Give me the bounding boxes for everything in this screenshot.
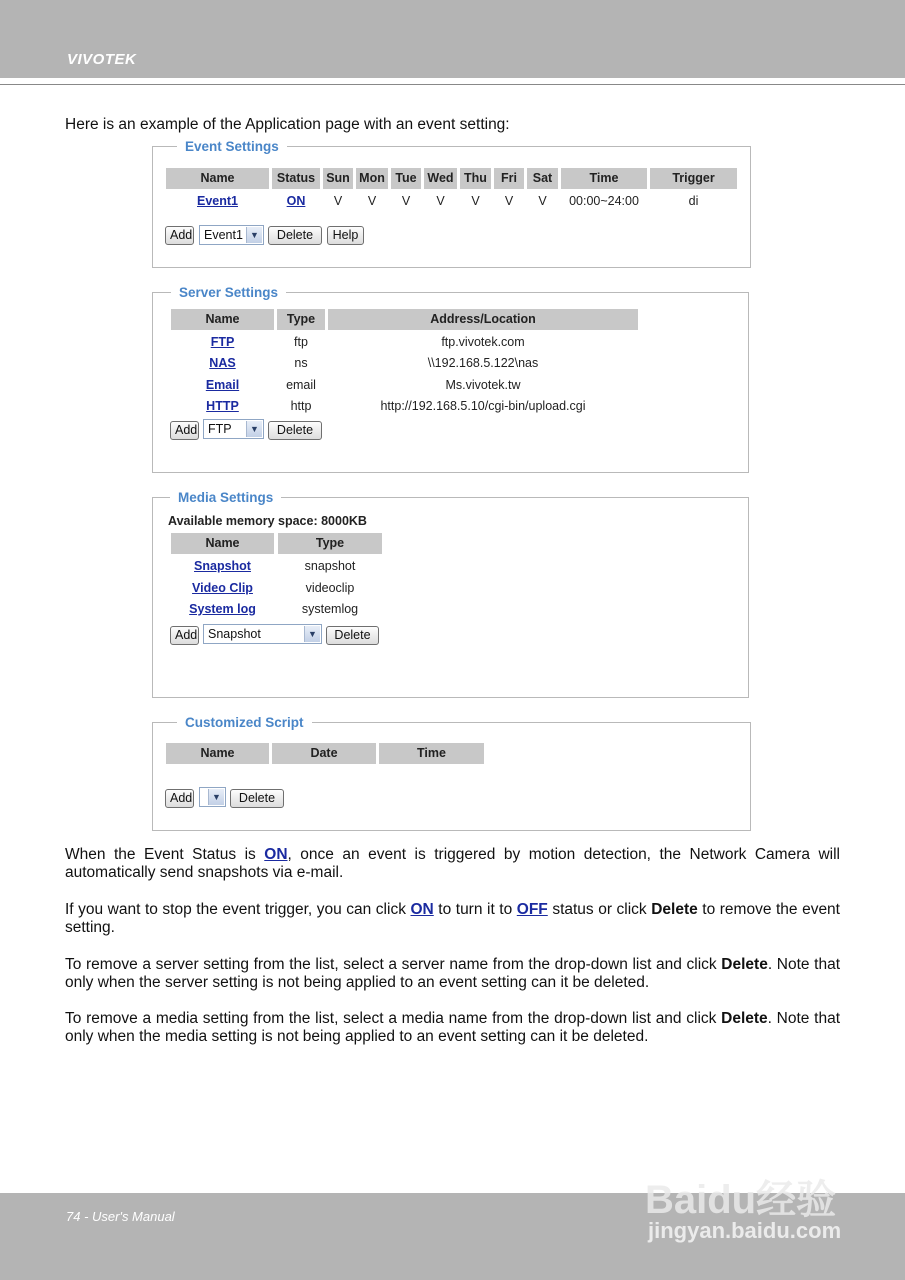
text: To remove a server setting from the list, select a server name from the drop-down list and click [65,956,722,973]
on-link[interactable]: ON [264,846,288,863]
server-select-value: FTP [208,422,232,436]
media-delete-button[interactable]: Delete [326,626,379,645]
paragraph-remove-media [65,1010,840,1046]
script-select[interactable] [199,787,226,807]
col-header-address: Address/Location [328,309,638,330]
chevron-down-icon: ▼ [246,421,262,437]
col-header-fri: Fri [494,168,524,189]
watermark-url: jingyan.baidu.com [648,1218,842,1243]
text: to turn it to [433,901,517,918]
media-settings-legend: Media Settings [178,490,274,505]
text: When the Event Status is [65,846,265,863]
paragraph-remove-server [65,956,840,992]
on-link[interactable]: ON [410,901,434,918]
page-number: 74 - User's Manual [66,1209,175,1224]
server-address: http://192.168.5.10/cgi-bin/upload.cgi [380,399,586,413]
memory-space-label: Available memory space: 8000KB [168,514,367,528]
event-name-link[interactable]: Event1 [197,194,238,208]
server-type: email [286,378,316,392]
brand-logo: VIVOTEK [67,51,137,68]
col-header-name: Name [171,533,274,554]
col-header-wed: Wed [424,168,457,189]
chevron-down-icon: ▼ [208,789,224,805]
event-time: 00:00~24:00 [569,194,639,208]
server-address: Ms.vivotek.tw [445,378,521,392]
server-address: \\192.168.5.122\nas [427,356,539,370]
watermark-logo: Baidu经验 [645,1178,837,1222]
col-header-tue: Tue [391,168,421,189]
server-type: http [290,399,312,413]
text: to remove the event setting. [65,901,840,936]
media-name-link[interactable]: Snapshot [194,559,251,573]
media-type: systemlog [301,602,359,616]
event-trigger: di [688,194,699,208]
delete-keyword: Delete [721,1010,768,1027]
media-select[interactable] [203,624,322,644]
col-header-name: Name [171,309,274,330]
delete-keyword: Delete [721,956,768,973]
col-header-sat: Sat [527,168,558,189]
event-select[interactable] [199,225,264,245]
paragraph-event-status [65,846,840,882]
col-header-name: Name [166,168,269,189]
off-link[interactable]: OFF [516,901,548,918]
server-add-button[interactable]: Add [170,421,199,440]
text: If you want to stop the event trigger, you can click [65,901,411,918]
event-wed: V [436,194,445,208]
event-fri: V [504,194,514,208]
col-header-mon: Mon [356,168,388,189]
col-header-type: Type [278,533,382,554]
script-delete-button[interactable]: Delete [230,789,284,808]
col-header-thu: Thu [460,168,491,189]
media-type: videoclip [305,581,355,595]
server-delete-button[interactable]: Delete [268,421,322,440]
script-add-button[interactable]: Add [165,789,194,808]
col-header-time: Time [561,168,647,189]
server-settings-legend: Server Settings [179,285,279,300]
text: . Note that only when the server setting is not being applied to an event setting can it be deleted. [65,956,840,991]
server-type: ns [294,356,308,370]
server-name-link[interactable]: Email [205,378,240,392]
server-type: ftp [294,335,308,349]
server-address: ftp.vivotek.com [441,335,525,349]
event-sat: V [538,194,547,208]
header-rule [0,84,905,85]
chevron-down-icon: ▼ [246,227,262,243]
media-name-link[interactable]: System log [189,602,256,616]
event-sun: V [333,194,343,208]
col-header-time: Time [379,743,484,764]
event-delete-button[interactable]: Delete [268,226,322,245]
media-type: snapshot [304,559,356,573]
col-header-status: Status [272,168,320,189]
server-name-link[interactable]: HTTP [206,399,239,413]
customized-script-legend: Customized Script [185,715,304,730]
event-tue: V [401,194,411,208]
event-status-link[interactable]: ON [286,194,306,208]
server-name-link[interactable]: FTP [210,335,235,349]
text: . Note that only when the media setting is not being applied to an event setting can it be deleted. [65,1010,840,1045]
delete-keyword: Delete [651,901,698,918]
server-select[interactable] [203,419,264,439]
event-settings-legend: Event Settings [185,139,279,154]
text: To remove a media setting from the list, select a media name from the drop-down list and click [65,1010,722,1027]
col-header-sun: Sun [323,168,353,189]
event-select-value: Event1 [204,228,243,242]
chevron-down-icon: ▼ [304,626,320,642]
col-header-date: Date [272,743,376,764]
col-header-trigger: Trigger [650,168,737,189]
media-select-value: Snapshot [208,627,261,641]
intro-text: Here is an example of the Application page with an event setting: [65,116,510,133]
event-help-button[interactable]: Help [327,226,364,245]
media-name-link[interactable]: Video Clip [192,581,253,595]
event-thu: V [471,194,480,208]
server-name-link[interactable]: NAS [209,356,236,370]
event-add-button[interactable]: Add [165,226,194,245]
text: status or click [547,901,652,918]
text: , once an event is triggered by motion detection, the Network Camera will automatically send snapshots via e-mail. [65,846,840,881]
col-header-type: Type [277,309,325,330]
paragraph-stop-trigger [65,901,840,937]
col-header-name: Name [166,743,269,764]
media-add-button[interactable]: Add [170,626,199,645]
event-mon: V [367,194,377,208]
